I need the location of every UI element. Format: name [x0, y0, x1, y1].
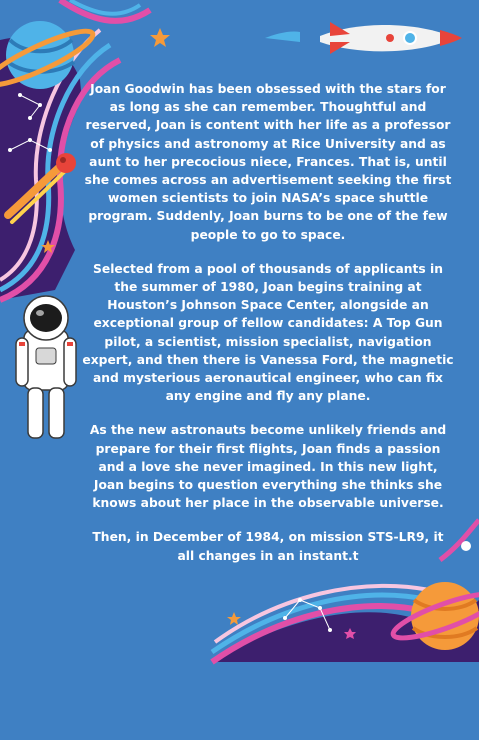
- blurb-paragraph-4: Then, in December of 1984, on mission STS-LR9, it all changes in an instant.t: [92, 530, 444, 563]
- blurb-paragraph-1: Joan Goodwin has been obsessed with the stars for as long as she can remember. Thoughtful and reserved, Joan is content with her life as a professor of physics and astronomy at Rice University and as aunt to her precocious niece, Frances. That is, until she comes across an advertisement seeking the first women scientists to join NASA’s space shuttle program. Suddenly, Joan burns to be one of the few people to go to space.: [84, 82, 452, 242]
- astronaut-icon: [16, 296, 76, 438]
- blurb-text: [82, 80, 454, 581]
- blurb-paragraph-3: As the new astronauts become unlikely friends and prepare for their first flights, Joan finds a passion and a love she never imagined. In this new light, Joan begins to question everything she thinks she knows about her place in the observable universe.: [89, 423, 447, 511]
- blurb-paragraph-2: Selected from a pool of thousands of applicants in the summer of 1980, Joan begins training at Houston’s Johnson Space Center, alongside an exceptional group of fellow candidates: A Top Gun pilot, a scientist, mission specialist, navigation expert, and then there is Vanessa Ford, the magnetic and mysterious aeronautical engineer, who can fix any engine and fly any plane.: [82, 261, 454, 404]
- rocket-icon: [265, 22, 462, 54]
